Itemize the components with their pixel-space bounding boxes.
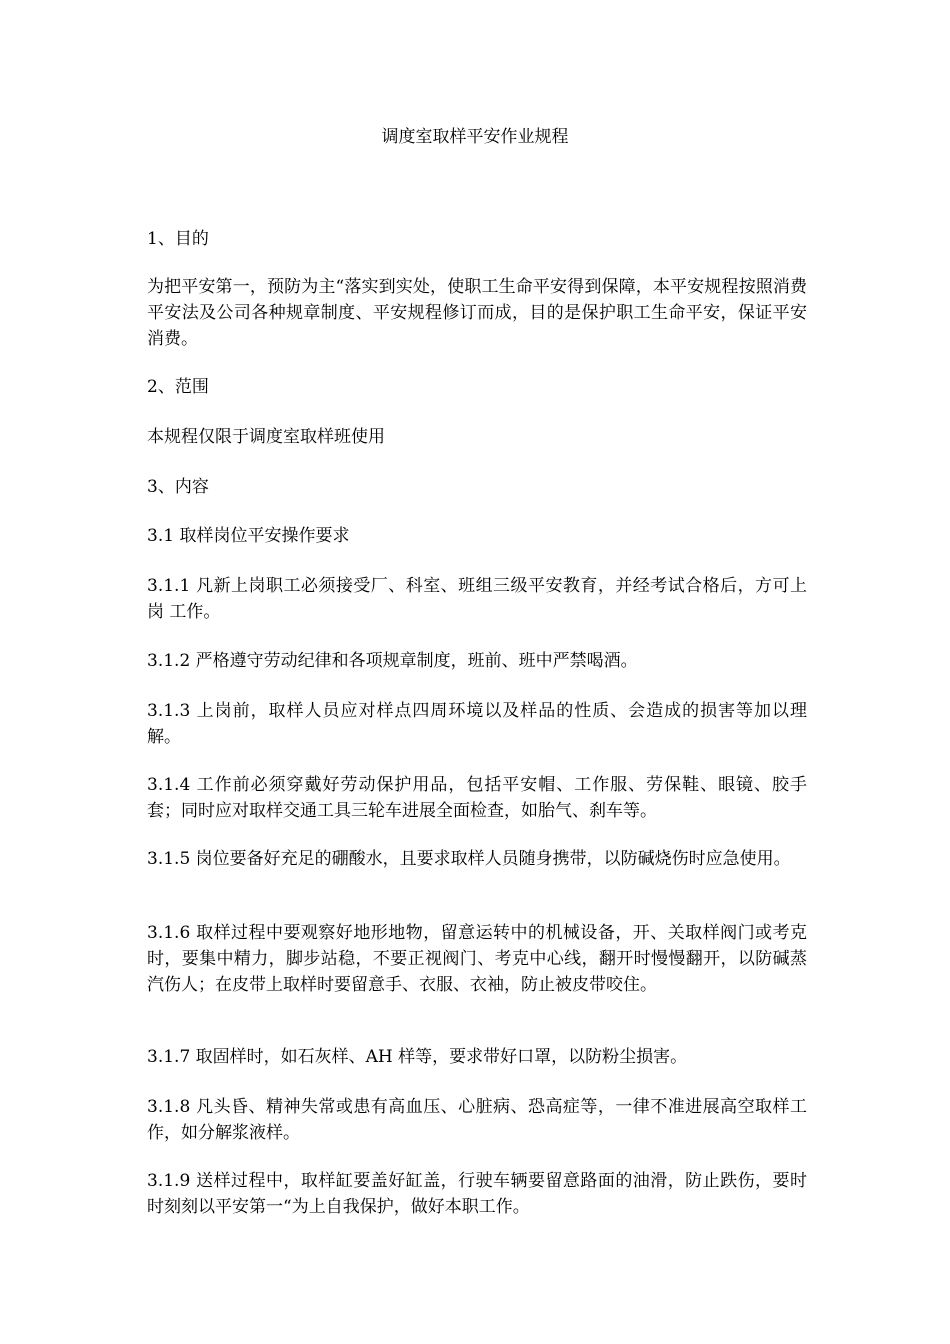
clause-3-1-9: 3.1.9 送样过程中，取样缸要盖好缸盖，行驶车辆要留意路面的油滑，防止跌伤，要时时刻刻以平安第一“为上自我保护，做好本职工作。 [147, 1171, 807, 1217]
clause-3-1-6: 3.1.6 取样过程中要观察好地形地物，留意运转中的机械设备，开、关取样阀门或考克时，要集中精力，脚步站稳，不要正视阀门、考克中心线，翻开时慢慢翻开，以防碱蒸汽伤人；在皮带上取样时要留意手、衣服、衣袖，防止被皮带咬住。 [147, 923, 807, 995]
purpose-paragraph: 为把平安第一，预防为主“落实到实处，使职工生命平安得到保障，本平安规程按照消费平安法及公司各种规章制度、平安规程修订而成，目的是保护职工生命平安，保证平安消费。 [147, 277, 807, 349]
section-heading-purpose: 1、目的 [147, 229, 209, 249]
clause-3-1-3: 3.1.3 上岗前，取样人员应对样点四周环境以及样品的性质、会造成的损害等加以理解。 [147, 701, 807, 747]
clause-3-1-2: 3.1.2 严格遵守劳动纪律和各项规章制度，班前、班中严禁喝酒。 [147, 651, 638, 671]
section-heading-content: 3、内容 [147, 477, 209, 497]
document-title: 调度室取样平安作业规程 [381, 127, 569, 147]
section-heading-scope: 2、范围 [147, 377, 209, 397]
clause-3-1-4: 3.1.4 工作前必须穿戴好劳动保护用品，包括平安帽、工作服、劳保鞋、眼镜、胶手套；同时应对取样交通工具三轮车进展全面检查，如胎气、刹车等。 [147, 775, 807, 821]
clause-3-1-8: 3.1.8 凡头昏、精神失常或患有高血压、心脏病、恐高症等，一律不准进展高空取样工作，如分解浆液样。 [147, 1097, 807, 1143]
scope-paragraph: 本规程仅限于调度室取样班使用 [147, 427, 385, 447]
subsection-heading-3-1: 3.1 取样岗位平安操作要求 [147, 526, 350, 546]
clause-3-1-5: 3.1.5 岗位要备好充足的硼酸水，且要求取样人员随身携带，以防碱烧伤时应急使用。 [147, 849, 791, 869]
clause-3-1-1: 3.1.1 凡新上岗职工必须接受厂、科室、班组三级平安教育，并经考试合格后，方可上岗 工作。 [147, 576, 807, 622]
clause-3-1-7: 3.1.7 取固样时，如石灰样、AH 样等，要求带好口罩，以防粉尘损害。 [147, 1047, 688, 1067]
